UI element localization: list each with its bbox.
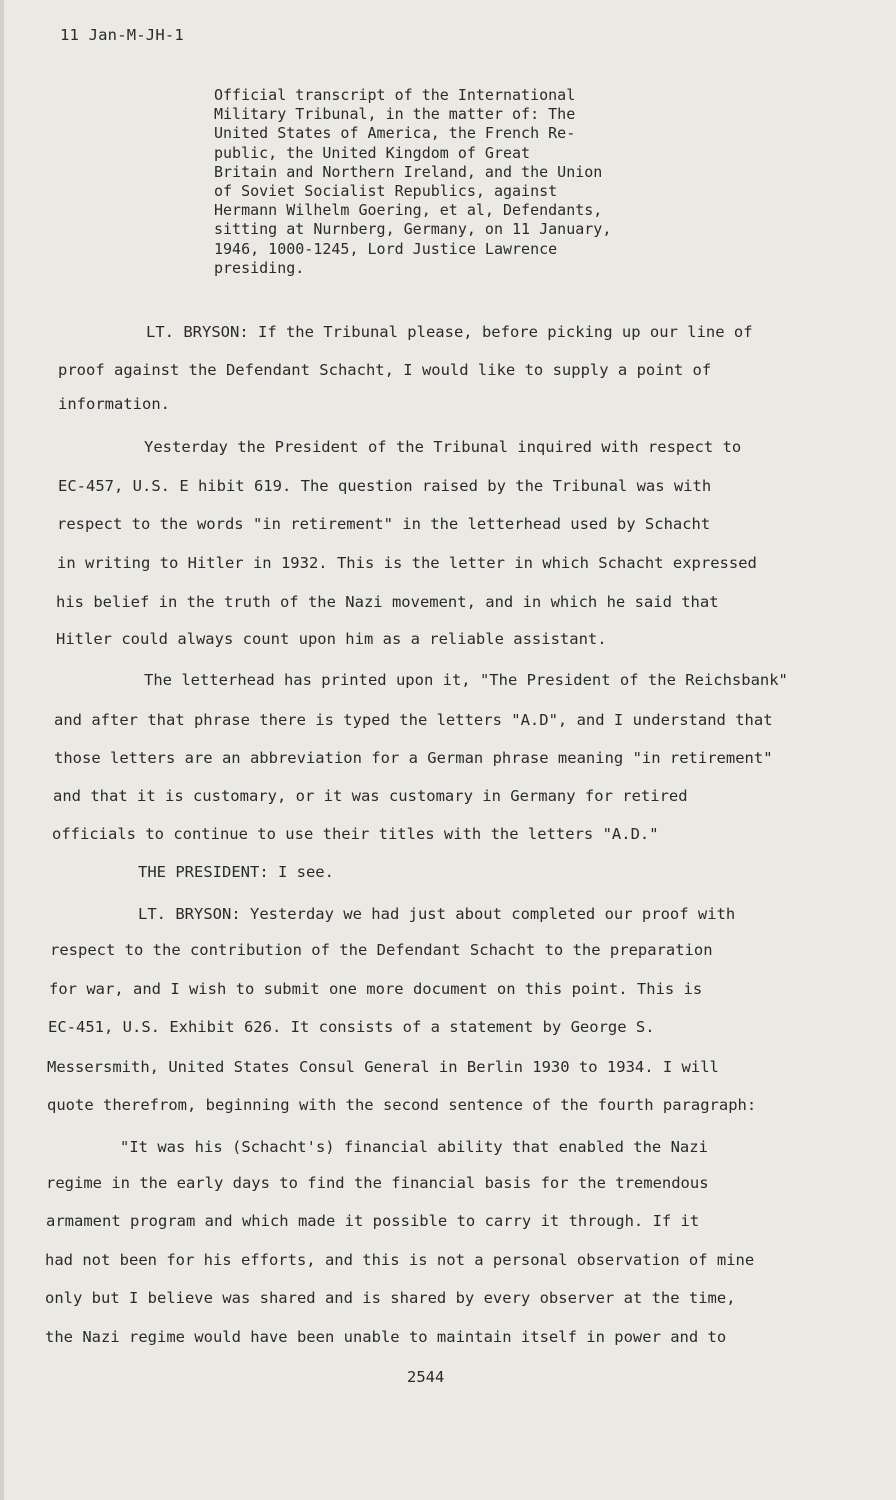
body-line: information. <box>58 395 170 413</box>
body-line: officials to continue to use their titles with the letters "A.D." <box>52 825 659 843</box>
header-code: 11 Jan-M-JH-1 <box>60 26 184 44</box>
body-line: respect to the words "in retirement" in the letterhead used by Schacht <box>57 515 711 533</box>
transcript-preamble <box>214 86 654 278</box>
body-line: and after that phrase there is typed the letters "A.D", and I understand that <box>54 711 773 729</box>
body-line: Messersmith, United States Consul General in Berlin 1930 to 1934. I will <box>47 1058 719 1076</box>
body-line: his belief in the truth of the Nazi movement, and in which he said that <box>56 593 719 611</box>
body-line: LT. BRYSON: Yesterday we had just about completed our proof with <box>138 905 736 923</box>
preamble-line: United States of America, the French Re- <box>214 124 576 143</box>
body-line: EC-451, U.S. Exhibit 626. It consists of a statement by George S. <box>48 1018 655 1036</box>
preamble-line: of Soviet Socialist Republics, against <box>214 182 558 201</box>
body-line: The letterhead has printed upon it, "The President of the Reichsbank" <box>144 671 788 689</box>
body-line: armament program and which made it possible to carry it through. If it <box>46 1212 700 1230</box>
body-line: proof against the Defendant Schacht, I would like to supply a point of <box>58 361 712 379</box>
preamble-line: Official transcript of the International <box>214 86 576 104</box>
page-number: 2544 <box>407 1368 445 1386</box>
body-line: Yesterday the President of the Tribunal inquired with respect to <box>144 438 742 456</box>
preamble-line: Military Tribunal, in the matter of: The <box>214 105 576 124</box>
preamble-line: 1946, 1000-1245, Lord Justice Lawrence <box>214 239 558 258</box>
body-line: the Nazi regime would have been unable to maintain itself in power and to <box>45 1328 727 1346</box>
preamble-line: Hermann Wilhelm Goering, et al, Defendants, <box>214 201 603 220</box>
body-line: respect to the contribution of the Defendant Schacht to the preparation <box>50 941 713 959</box>
preamble-line: sitting at Nurnberg, Germany, on 11 January, <box>214 220 612 239</box>
body-line: EC-457, U.S. E hibit 619. The question raised by the Tribunal was with <box>58 477 712 495</box>
body-line: had not been for his efforts, and this is not a personal observation of mine <box>45 1251 755 1269</box>
body-line: and that it is customary, or it was customary in Germany for retired <box>53 787 688 805</box>
body-line: regime in the early days to find the financial basis for the tremendous <box>46 1174 709 1192</box>
body-line: only but I believe was shared and is shared by every observer at the time, <box>45 1289 736 1307</box>
body-line: THE PRESIDENT: I see. <box>138 863 334 881</box>
body-line: those letters are an abbreviation for a German phrase meaning "in retirement" <box>54 749 773 767</box>
body-line: for war, and I wish to submit one more document on this point. This is <box>49 980 703 998</box>
body-line: quote therefrom, beginning with the second sentence of the fourth paragraph: <box>47 1096 757 1114</box>
preamble-line: presiding. <box>214 258 305 277</box>
page-edge <box>0 0 4 1500</box>
preamble-line: Britain and Northern Ireland, and the Union <box>214 162 603 181</box>
body-line: in writing to Hitler in 1932. This is the letter in which Schacht expressed <box>57 554 757 572</box>
body-line: LT. BRYSON: If the Tribunal please, before picking up our line of <box>146 323 753 341</box>
body-line: "It was his (Schacht's) financial ability that enabled the Nazi <box>120 1138 708 1156</box>
preamble-line: public, the United Kingdom of Great <box>214 143 531 162</box>
body-line: Hitler could always count upon him as a reliable assistant. <box>56 630 607 648</box>
